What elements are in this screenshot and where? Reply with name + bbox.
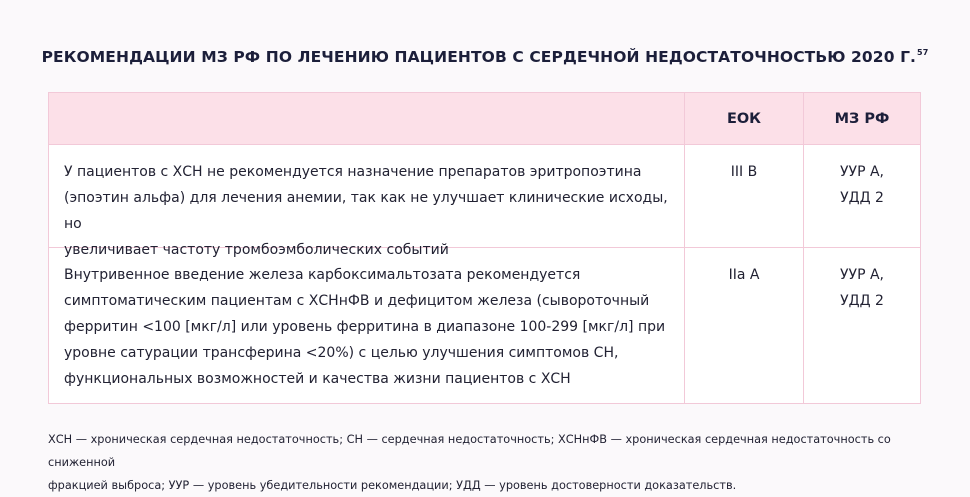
eok-class: IIa A — [728, 267, 760, 283]
text-line: ферритин <100 [мкг/л] или уровень ферритина в диапазоне 100-299 [мкг/л] при — [64, 319, 666, 335]
text-line: У пациентов с ХСН не рекомендуется назначение препаратов эритропоэтина — [64, 164, 642, 180]
table-row — [49, 145, 920, 258]
mz-line: УДД 2 — [840, 190, 884, 206]
recommendation-text — [64, 262, 674, 392]
text-line: Внутривенное введение железа карбоксимальтозата рекомендуется — [64, 267, 581, 283]
text-line: (эпоэтин альфа) для лечения анемии, так как не улучшает клинические исходы, но — [64, 190, 668, 232]
footnote-line: фракцией выброса; УУР — уровень убедительности рекомендации; УДД — уровень достоверности доказательств. — [48, 479, 737, 492]
text-line: симптоматическим пациентам с ХСНнФВ и дефицитом железа (сывороточный — [64, 293, 650, 309]
text-line: функциональных возможностей и качества жизни пациентов с ХСН — [64, 371, 571, 387]
page-title — [0, 48, 970, 66]
text-line: уровне сатурации трансферина <20%) с целью улучшения симптомов СН, — [64, 345, 619, 361]
column-divider — [803, 93, 804, 403]
mz-line: УУР А, — [840, 164, 884, 180]
header-mz-rf: МЗ РФ — [834, 111, 890, 127]
title-text: РЕКОМЕНДАЦИИ МЗ РФ ПО ЛЕЧЕНИЮ ПАЦИЕНТОВ С СЕРДЕЧНОЙ НЕДОСТАТОЧНОСТЬЮ 2020 Г. — [41, 48, 917, 66]
mz-rf-level — [804, 262, 920, 314]
table-row — [49, 248, 920, 403]
table-header-row — [49, 93, 920, 145]
recommendations-table — [48, 92, 921, 404]
mz-line: УДД 2 — [840, 293, 884, 309]
mz-line: УУР А, — [840, 267, 884, 283]
text-line: увеличивает частоту тромбоэмболических событий — [64, 242, 449, 258]
footnote-line: ХСН — хроническая сердечная недостаточность; СН — сердечная недостаточность; ХСНнФВ — хроническая сердечная недостаточность со сниженной — [48, 433, 891, 469]
header-eok: ЕОК — [726, 111, 762, 127]
eok-class: III B — [730, 164, 758, 180]
mz-rf-level — [804, 159, 920, 211]
column-divider — [684, 93, 685, 403]
title-reference: 57 — [917, 48, 929, 57]
abbreviations-footnote — [48, 428, 928, 497]
